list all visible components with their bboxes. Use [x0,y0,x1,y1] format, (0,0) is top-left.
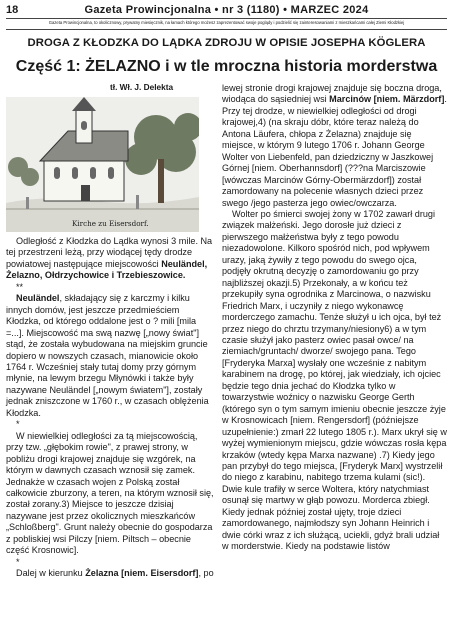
paragraph: Odległość z Kłodzka do Lądka wynosi 3 mile. Na tej przestrzeni leżą, przy wiodącej tędy drodze powiatowej następujące miejscowości Neuländel, Żelazno, Ołdrzychowice i Trzebieszowice. [6,236,213,281]
article-kicker: DROGA Z KŁODZKA DO LĄDKA ZDROJU W OPISIE JOSEPHA KÖGLERA [27,37,426,49]
paragraph: Wolter po śmierci swojej żony w 1702 zawarł drugi związek małżeński. Jego dorosłe już dzieci z pierwszego małżeństwa były z tego powodu niezadowolone. Kilkoro spośród nich, pod wpływem urazy, jaką żywiły z tego powodu do swego ojca, podjęły okrutną decyzję o zamordowaniu go przy najbliższej okazji.5) Przekonały, a w końcu też przekupiły syna ogrodnika z Marcinowa, o nazwisku Friedrich Marx, i uczyniły z niego wykonawcę morderczego zamachu. Tenże służył u ich ojca, był też przez niego do chrztu trzymany/niesiony6) a w tym czasie służył jako pasterz owiec pasał owce/ na ziemiach/gruntach/ dworze/ swojego pana. Tego [Fryderyka Marxa] wysłały one wcześnie z nabitym karabinem na drogę, po której, jak wiedziały, ich ojciec będzie tego dnia jechać do Kłodzka tylko w towarzystwie woźnicy o nazwisku George Gerth (którego syn o tym samym imieniu obecnie jeszcze żyje w Krosnowicach [niem. Rengersdorf] (późniejsze uzupełnienie:) zmarł 22 lutego 1805 r.). Marx ukrył się w wyżej wymienionym miejscu, gdzie wówczas rosła kępa krzaków (wtedy kępa Marxa nazwane) .7) Kiedy jego pan przybył do tego miejsca, [Fryderyk Marx] wystrzelił do niego z karabinu, nabitego trzema kulami (sic!). Dwie kule trafiły w serce Woltera, który natychmiast osunął się martwy w głąb powozu. Morderca zbiegł. Kiedy jednak później został ujęty, troje dzieci zamordowanego, najmłodszy syn Johann Heinrich i dwie córki wraz z ich służącą, uciekli, gdyż brali udział w morderstwie. Kiedy na podstawie listów [222,208,447,552]
byline: tł. Wł. J. Delekta [110,82,174,92]
paragraph: lewej stronie drogi krajowej znajduje się boczna droga, wiodąca do sąsiedniej wsi Marcinów [niem. Märzdorf]. Przy tej drodze, w niewielkiej odległości od drogi krajowej,4) (na skraju dóbr, które teraz należą do Antona Läufera, chłopa z Żelazna) znajduje się miejsce, w którym 9 lutego 1706 r. Johann George Wolter von Liebenfeld, pan dziedziczny w Jaszkowej Górnej [niem. Oberhannsdorf] (???na Marciszowie [wówczas Marcinów Górny-Obermärzdorf]) został zamordowany na polecenie własnych dzieci przez swego /jego pasterza jego owiec/owczarza. [222,83,447,208]
paragraph: W niewielkiej odległości za tą miejscowością, przy tzw. „głębokim rowie", z prawej strony, w pobliżu drogi krajowej znajduje się wzgórek, na którym w dawnych czasach wznosił się zamek. Jednakże w czasach wojen z Polską został całkowicie zburzony, a teren, na którym wznosił się, został zorany.3) Miejsce to jeszcze dzisiaj nazywane jest przez okolicznych mieszkańców „Schloßberg". Grunt należy obecnie do gospodarza z pobliskiej wsi Pilczy [niem. Piltsch – obecnie część Krosnowic]. [6,430,214,556]
section-separator: ** [16,281,24,292]
paragraph: Dalej w kierunku Żelazna [niem. Eisersdorf], po [16,568,214,579]
church-illustration [6,97,199,232]
page-header [6,4,447,19]
tagline: Gazeta Prowincjonalna, to okolicznowy, prywatny miesięcznik, na łamach którego możesz zaprezentować swoje poglądy i podzielić się zainteresowaniami z mieszkańcami całej Ziemi Kłodzkiej [48,20,405,25]
figure-caption: Kirche zu Eisersdorf. [72,219,149,228]
page-number: 18 [6,4,19,16]
left-column [6,236,214,580]
section-separator: * [16,556,20,567]
masthead: Gazeta Prowincjonalna • nr 3 (1180) • MARZEC 2024 [84,4,369,16]
section-separator: * [16,419,20,430]
header-rule [6,18,447,19]
paragraph: Neuländel, składający się z karczmy i kilku innych domów, jest jeszcze przedmieściem Kłodzka, od którego oddalone jest o ? mili [mila =...]. Miejscowość ma swą nazwę [„nowy świat"] stąd, że została wybudowana na miejskim gruncie dopiero w nowszych czasach, mianowicie około 1764 r. Wcześniej stały tutaj domy przy górnym młynie, na lewym brzegu Młynówki i także były nazywane Neuländel [„nowym światem"], zostały jednak zniszczone w 1760 r., w czasach oblężenia Kłodzka. [6,293,209,418]
article-title: Część 1: ŻELAZNO i w tle mroczna historia morderstwa [15,58,438,75]
right-column [222,83,447,553]
tagline-rule [6,29,447,30]
